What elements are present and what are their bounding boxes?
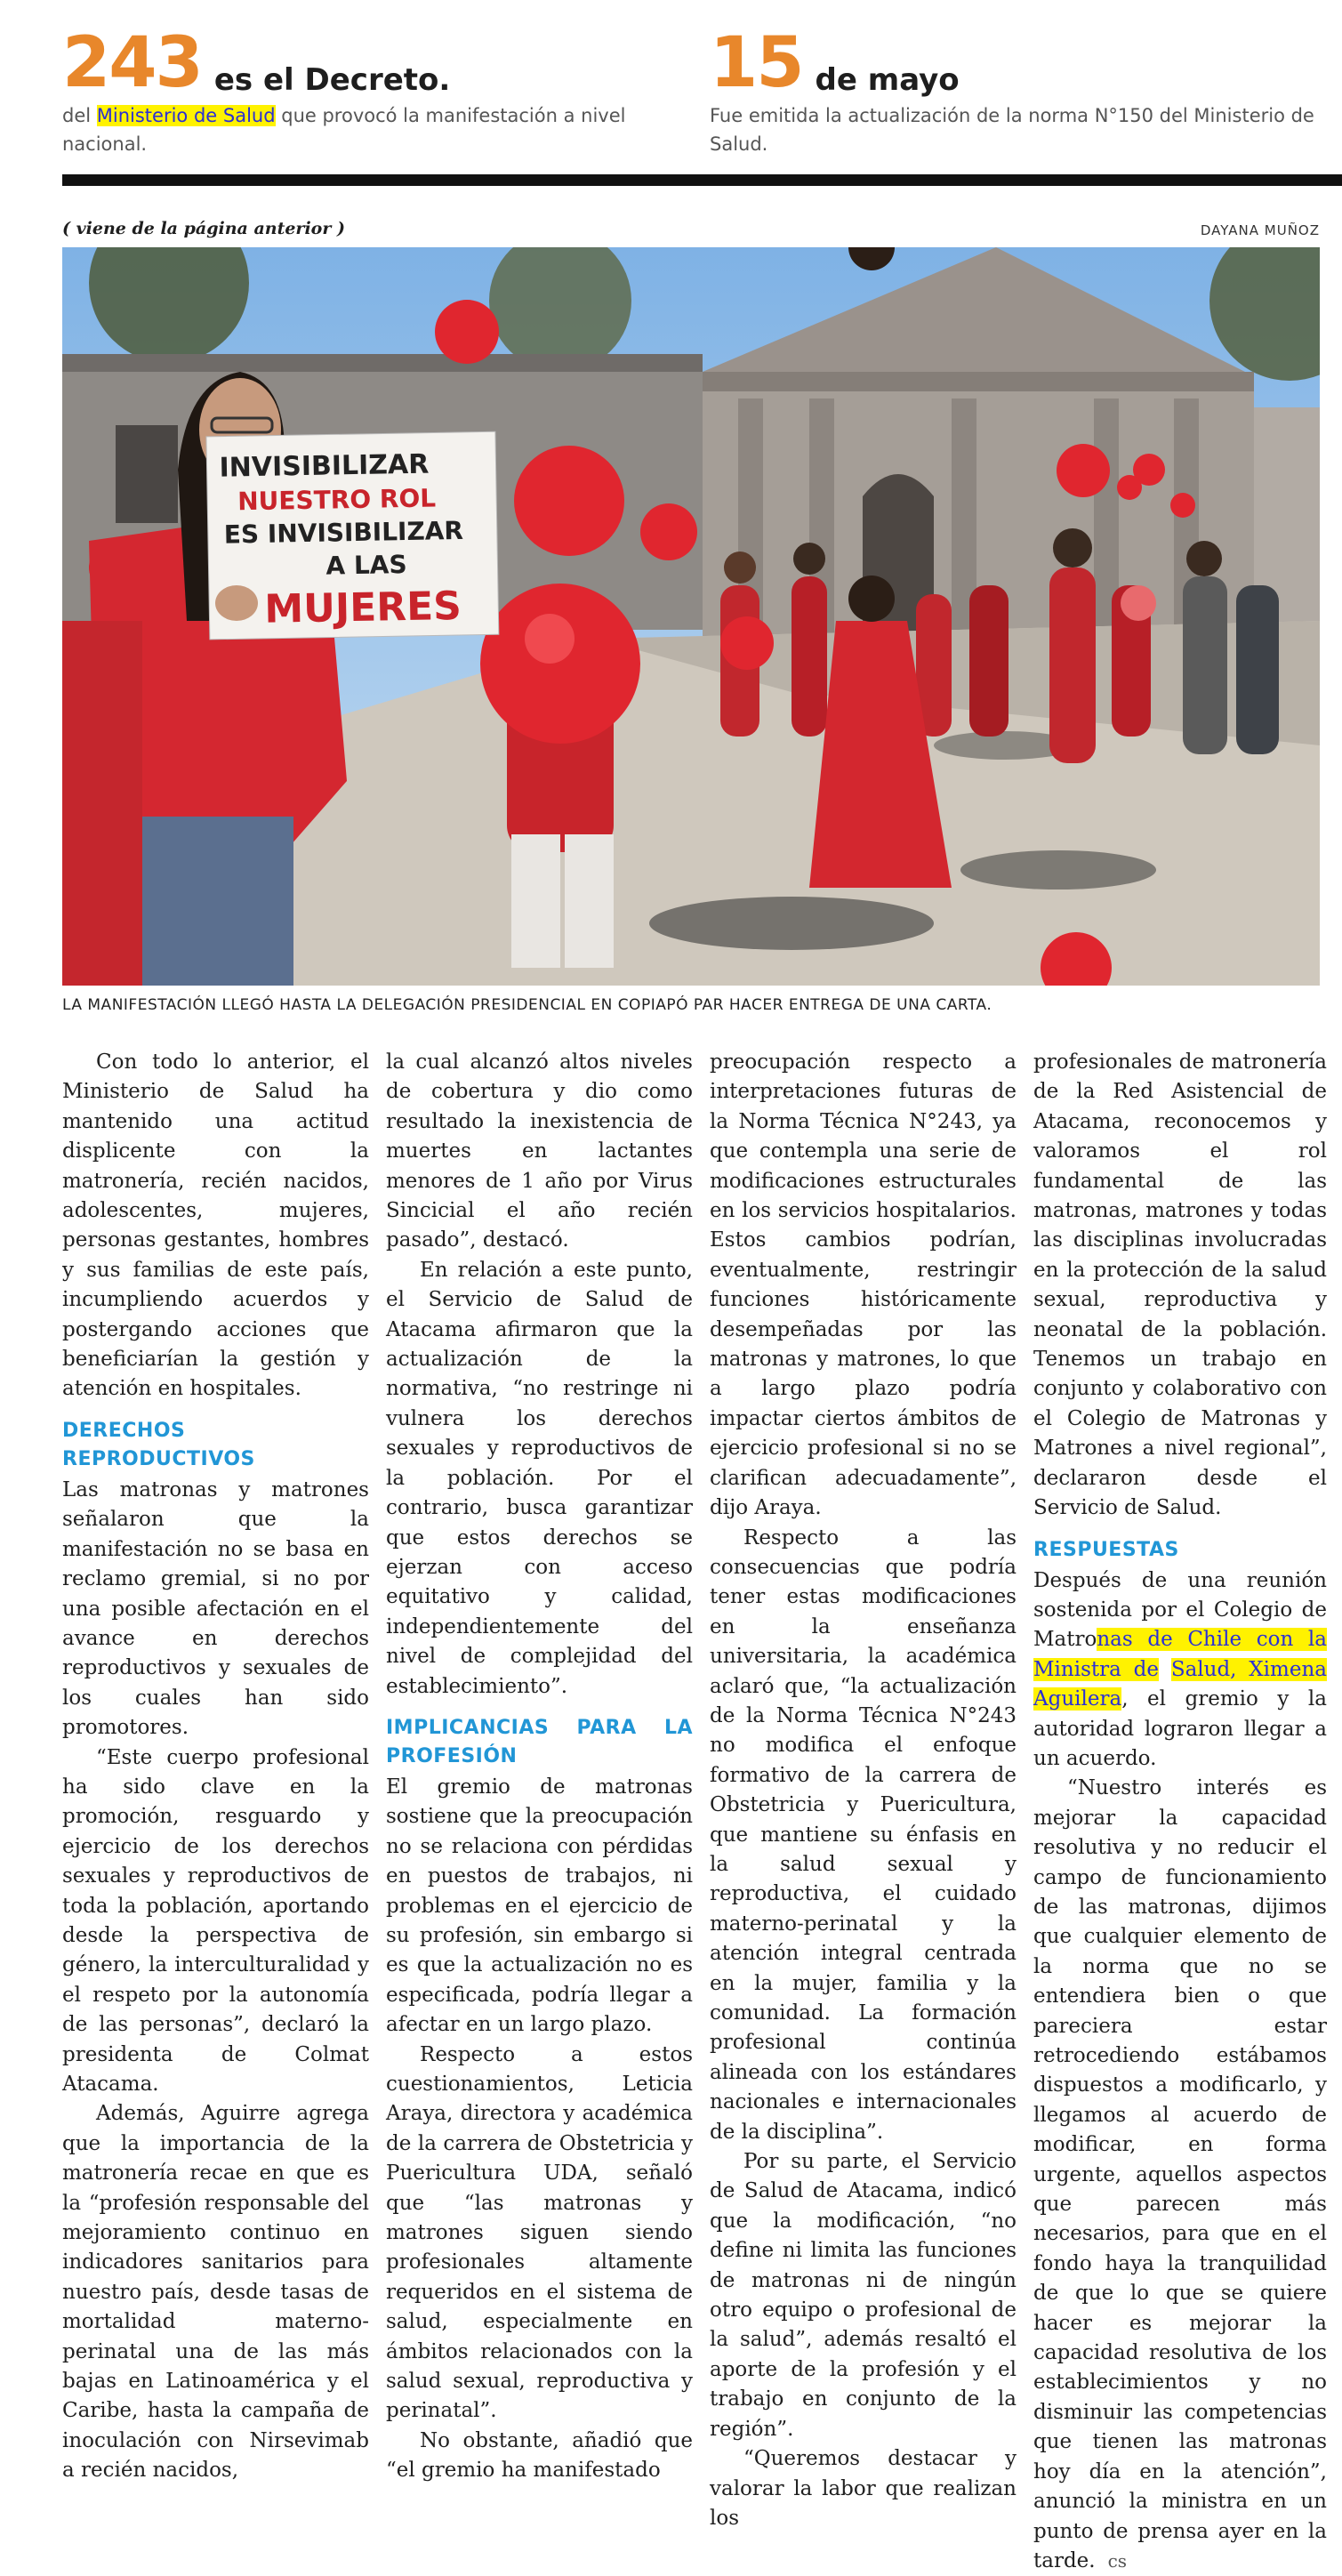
- paragraph: “Este cuerpo profesional ha sido clave en la promoción, resguardo y ejercicio de los derechos sexuales y reproductivos de toda la población, aportando desde la perspectiva de género, la interculturalidad y el respeto por la autonomía de las personas”, declaró la presidenta de Colmat Atacama.: [62, 1745, 369, 2096]
- paragraph: Con todo lo anterior, el Ministerio de Salud ha mantenido una actitud displicente con la matronería, recién nacidos, adolescentes, mujeres, personas gestantes, hombres y sus familias de este país, incumpliendo acuerdos y postergando acciones que beneficiarían la gestión y atención en hospitales.: [62, 1051, 369, 1401]
- protest-photo: [62, 247, 1320, 986]
- article-column-2: [386, 1048, 693, 2486]
- fact-headline: [62, 23, 685, 103]
- fact-box-date: [710, 23, 1332, 158]
- highlight-ministra-name: Salud, Ximena Aguilera: [1033, 1657, 1327, 1711]
- fact-label: de mayo: [815, 62, 960, 98]
- photo-caption: LA MANIFESTACIÓN LLEGÓ HASTA LA DELEGACIÓN PRESIDENCIAL EN COPIAPÓ PAR HACER ENTREGA DE UNA CARTA.: [62, 996, 992, 1014]
- sign-line-4: A LAS: [325, 550, 407, 581]
- paragraph: [1033, 1774, 1327, 2576]
- end-mark: cs: [1107, 2549, 1128, 2572]
- paragraph: Respecto a estos cuestionamientos, Leticia Araya, directora y académica de la carrera de Obstetricia y Puericultura UDA, señaló que “las matronas y matrones siguen siendo profesionales altamente requeridos en el sistema de salud, especialmente en ámbitos relacionados con la salud sexual, reproductiva y perinatal”.: [386, 2042, 693, 2423]
- paragraph: No obstante, añadió que “el gremio ha manifestado: [386, 2428, 693, 2483]
- sign-line-1: INVISIBILIZAR: [219, 448, 430, 484]
- paragraph: Además, Aguirre agrega que la importancia de la matronería recae en que es la “profesión responsable del mejoramiento continuo en indicadores sanitarios para nuestro país, desde tasas de mortalidad materno-perinatal una de las más bajas en Latinoamérica y el Caribe, hasta la campaña de inoculación con Nirsevimab a recién nacidos,: [62, 2102, 369, 2483]
- paragraph: preocupación respecto a interpretaciones futuras de la Norma Técnica N°243, ya que contempla una serie de modificaciones estructurales en los servicios hospitalarios. Estos cambios podrían, eventualmente, restringir funciones históricamente desempeñadas por las matronas y matrones, lo que a largo plazo podría impactar ciertos ámbitos de ejercicio profesional si no se clarifican adecuadamente”, dijo Araya.: [710, 1051, 1017, 1520]
- paragraph: “Queremos destacar y valorar la labor que realizan los: [710, 2447, 1017, 2530]
- article-column-3: [710, 1048, 1017, 2533]
- paragraph: En relación a este punto, el Servicio de Salud de Atacama afirmaron que la actualización de la normativa, “no restringe ni vulnera los derechos sexuales y reproductivos de la población. Por el contrario, busca garantizar que estos derechos se ejerzan con acceso equitativo y calidad, independientemente del nivel de complejidad del establecimiento”.: [386, 1258, 693, 1698]
- fact-description: [62, 101, 676, 158]
- photo-illustration: [62, 247, 1320, 986]
- paragraph: El gremio de matronas sostiene que la preocupación no se relaciona con pérdidas en puestos de trabajos, ni problemas en el ejercicio de su profesión, sin embargo si es que la actualización no es especificada, podría llegar a afectar en un largo plazo.: [386, 1775, 693, 2037]
- fact-label: [214, 62, 450, 98]
- sign-line-2: NUESTRO ROL: [237, 483, 437, 517]
- paragraph: profesionales de matronería de la Red Asistencial de Atacama, reconocemos y valoramos el rol fundamental de las matronas, matrones y todas las disciplinas involucradas en la protección de la salud sexual, reproductiva y neonatal de la población. Tenemos un trabajo en conjunto y colaborativo con el Colegio de Matronas y Matrones a nivel regional”, declararon desde el Servicio de Salud.: [1033, 1051, 1327, 1520]
- paragraph: Por su parte, el Servicio de Salud de Atacama, indicó que la modificación, “no define ni limita las funciones de matronas ni de ningún otro equipo o profesional de la salud”, además resaltó el aporte de la profesión y el trabajo en conjunto de la región”.: [710, 2150, 1017, 2441]
- paragraph: Respecto a las consecuencias que podría tener estas modificaciones en la enseñanza universitaria, la académica aclaró que, “la actualización de la Norma Técnica N°243 no modifica el enfoque formativo de la carrera de Obstetricia y Puericultura, que mantiene su énfasis en la salud sexual y reproductiva, el cuidado materno-perinatal y la atención integral centrada en la mujer, familia y la comunidad. La formación profesional continúa alineada con los estándares nacionales e internacionales de la disciplina”.: [710, 1525, 1017, 2144]
- fact-label-dot: .: [438, 62, 451, 98]
- section-rule: [62, 174, 1342, 186]
- photo-credit: DAYANA MUÑOZ: [1200, 222, 1320, 238]
- highlight-ministerio: Ministerio de Salud: [96, 105, 276, 126]
- fact-number: 243: [62, 23, 202, 103]
- fact-desc-pre: del: [62, 105, 97, 126]
- subheading-respuestas: RESPUESTAS: [1033, 1538, 1179, 1561]
- fact-description: Fue emitida la actualización de la norma N°150 del Ministerio de Salud.: [710, 105, 1314, 155]
- fact-box-decree: [62, 23, 685, 158]
- fact-label-text: es el Decreto: [213, 62, 439, 98]
- continued-note: ( viene de la página anterior ): [62, 219, 345, 238]
- paragraph: Las matronas y matrones señalaron que la manifestación no se basa en reclamo gremial, si no por una posible afectación en el avance en derechos reproductivos y sexuales de los cuales han sido promotores.: [62, 1477, 369, 1740]
- text-run: “Nuestro interés es mejorar la capacidad resolutiva y no reducir el campo de funcionamiento de las matronas, dijimos que cualquier elemento de la norma que no se entendiera bien o que pareciera estar retrocediendo estábamos dispuestos a modificarlo, y llegamos al acuerdo de modificar, en forma urgente, aquellos aspectos que parecen más necesarios, para que en el fondo haya la tranquilidad de que lo que se quiere hacer es mejorar la capacidad resolutiva de los establecimientos y no disminuir las competencias que tienen las matronas hoy día en la atención”, anunció la ministra en un punto de prensa ayer en la tarde.: [1033, 1776, 1327, 2572]
- paragraph: la cual alcanzó altos niveles de cobertura y dio como resultado la inexistencia de muertes en lactantes menores de 1 año por Virus Sincicial el año recién pasado”, destacó.: [386, 1051, 693, 1252]
- subheading-derechos: DERECHOS REPRODUCTIVOS: [62, 1419, 255, 1470]
- sign-line-5: MUJERES: [263, 583, 462, 632]
- text-run: Después de una reunión sostenida por el Colegio de Matro: [1033, 1568, 1327, 1652]
- highlight-ministra: nas de Chile con la Ministra de: [1033, 1628, 1327, 1681]
- sign-line-3: ES INVISIBILIZAR: [223, 515, 464, 550]
- fact-number: 15: [710, 23, 803, 103]
- article-column-4: [1033, 1048, 1327, 2576]
- article-column-1: [62, 1048, 369, 2486]
- subheading-implicancias: IMPLICANCIAS PARA LA PROFESIÓN: [386, 1716, 693, 1767]
- fact-headline: [710, 23, 1332, 103]
- fact-desc-post: que provocó la manifestación a nivel nacional.: [62, 105, 626, 155]
- text-run: , el gremio y la autoridad lograron llegar a un acuerdo.: [1033, 1687, 1327, 1770]
- paragraph-respuestas: [1033, 1566, 1327, 1775]
